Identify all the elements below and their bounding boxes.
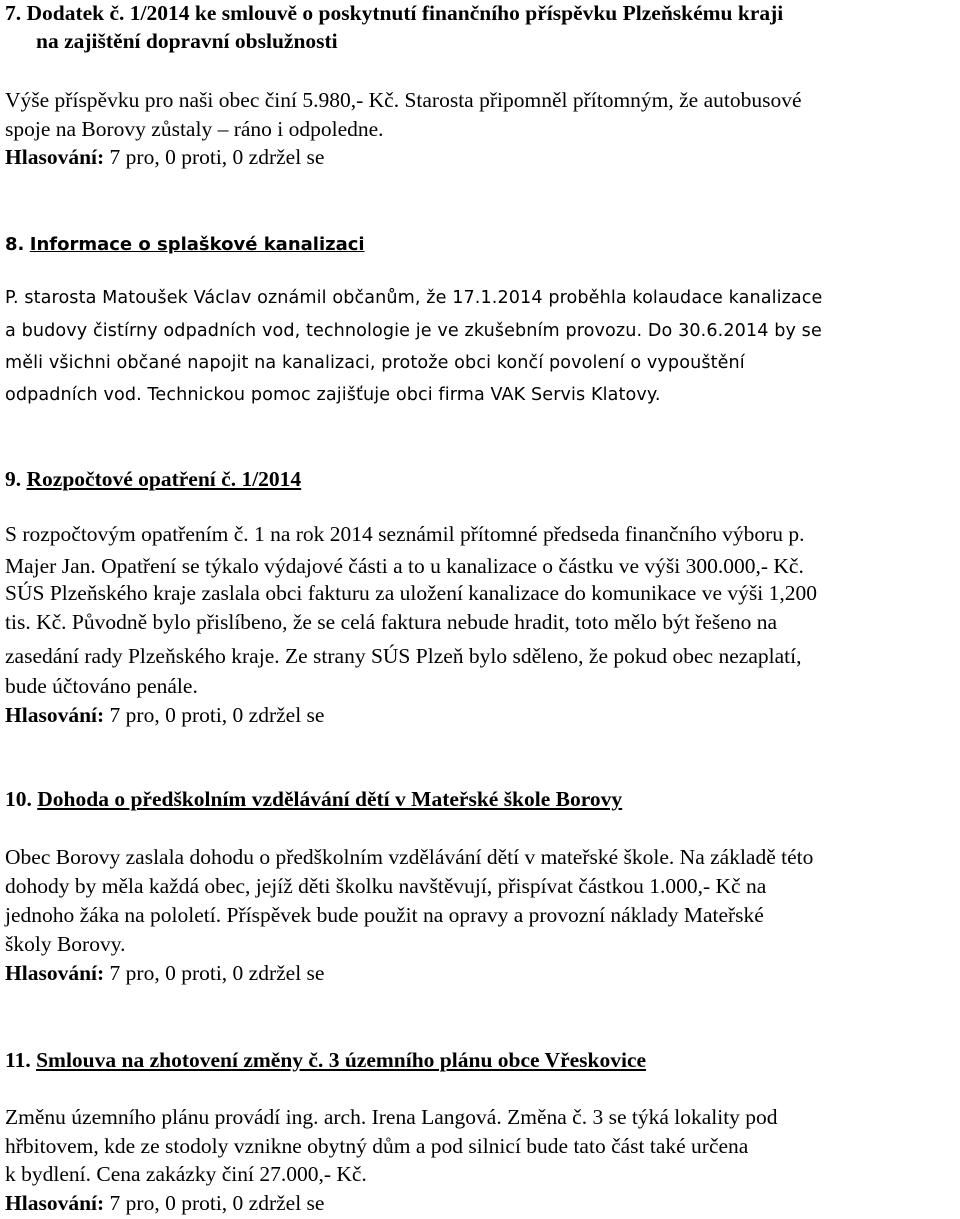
vote-result: 7 pro, 0 proti, 0 zdržel se xyxy=(104,703,325,727)
section-8-number: 8. xyxy=(5,234,25,255)
section-9-body-line-1: S rozpočtovým opatřením č. 1 na rok 2014 seznámil přítomné předseda finančního výboru p. xyxy=(5,522,805,546)
section-11-heading xyxy=(5,1047,646,1073)
section-8-body-line-2: a budovy čistírny odpadních vod, technologie je ve zkušebním provozu. Do 30.6.2014 by se xyxy=(5,321,822,341)
section-9-body-line-5: zasedání rady Plzeňského kraje. Ze strany SÚS Plzeň bylo sděleno, že pokud obec nezaplatí, xyxy=(5,644,802,668)
section-11-body-line-2: hřbitovem, kde ze stodoly vznikne obytný dům a pod silnicí bude tato část také určena xyxy=(5,1134,749,1158)
section-7-vote xyxy=(5,144,324,170)
section-11-body-line-3: k bydlení. Cena zakázky činí 27.000,- Kč. xyxy=(5,1162,367,1186)
vote-label: Hlasování: xyxy=(5,1191,105,1215)
section-10-title: Dohoda o předškolním vzdělávání dětí v Mateřské škole Borovy xyxy=(37,787,623,811)
section-9-title: Rozpočtové opatření č. 1/2014 xyxy=(26,467,302,491)
section-8-heading xyxy=(5,230,365,258)
section-8-body-line-1: P. starosta Matoušek Václav oznámil občanům, že 17.1.2014 proběhla kolaudace kanalizace xyxy=(5,288,823,308)
vote-label: Hlasování: xyxy=(5,703,105,727)
section-10-number: 10. xyxy=(5,787,32,811)
section-11-number: 11. xyxy=(5,1048,31,1072)
section-10-body-line-3: jednoho žáka na pololetí. Příspěvek bude použit na opravy a provozní náklady Mateřské xyxy=(5,903,764,927)
section-9-body-line-6: bude účtováno penále. xyxy=(5,674,198,698)
section-9-number: 9. xyxy=(5,467,22,491)
section-8-body-line-3: měli všichni občané napojit na kanalizaci, protože obci končí povolení o vypouštění xyxy=(5,353,745,373)
vote-result: 7 pro, 0 proti, 0 zdržel se xyxy=(104,1191,325,1215)
section-10-body-line-2: dohody by měla každá obec, jejíž děti školku navštěvují, přispívat částkou 1.000,- Kč na xyxy=(5,874,767,898)
section-11-body-line-1: Změnu územního plánu provádí ing. arch. Irena Langová. Změna č. 3 se týká lokality pod xyxy=(5,1105,778,1129)
section-9-body-line-2: Majer Jan. Opatření se týkalo výdajové části a to u kanalizace o částku ve výši 300.000,- Kč. xyxy=(5,554,804,578)
section-8-title: Informace o splaškové kanalizaci xyxy=(29,234,365,255)
section-7-body-line-2: spoje na Borovy zůstaly – ráno i odpoledne. xyxy=(5,117,384,141)
section-11-title: Smlouva na zhotovení změny č. 3 územního plánu obce Vřeskovice xyxy=(36,1048,647,1072)
vote-label: Hlasování: xyxy=(5,145,105,169)
section-10-vote xyxy=(5,960,324,986)
section-9-body-line-4: tis. Kč. Původně bylo přislíbeno, že se celá faktura nebude hradit, toto mělo být řešeno na xyxy=(5,610,777,634)
section-9-heading xyxy=(5,466,301,492)
section-9-body-line-3: SÚS Plzeňského kraje zaslala obci fakturu za uložení kanalizace do komunikace ve výši 1,200 xyxy=(5,581,817,605)
section-10-body-line-4: školy Borovy. xyxy=(5,932,126,956)
section-11-vote xyxy=(5,1190,324,1216)
vote-result: 7 pro, 0 proti, 0 zdržel se xyxy=(104,145,325,169)
vote-result: 7 pro, 0 proti, 0 zdržel se xyxy=(104,961,325,985)
section-9-vote xyxy=(5,702,324,728)
section-10-body-line-1: Obec Borovy zaslala dohodu o předškolním vzdělávání dětí v mateřské škole. Na základě této xyxy=(5,845,814,869)
section-10-heading xyxy=(5,786,622,812)
section-7-heading-line-1: 7. Dodatek č. 1/2014 ke smlouvě o poskytnutí finančního příspěvku Plzeňskému kraji xyxy=(5,1,784,25)
section-7-body-line-1: Výše příspěvku pro naši obec činí 5.980,- Kč. Starosta připomněl přítomným, že autobusové xyxy=(5,88,802,112)
section-7-heading-line-2: na zajištění dopravní obslužnosti xyxy=(36,29,338,53)
vote-label: Hlasování: xyxy=(5,961,105,985)
section-8-body-line-4: odpadních vod. Technickou pomoc zajišťuje obci firma VAK Servis Klatovy. xyxy=(5,385,661,405)
